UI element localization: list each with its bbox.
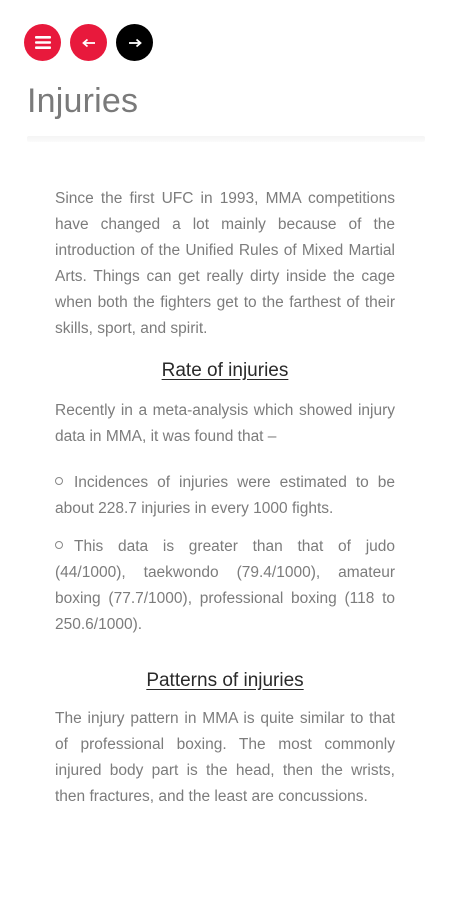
title-divider — [27, 136, 425, 142]
page-title: Injuries — [27, 82, 139, 120]
article-content — [55, 186, 395, 810]
top-nav — [24, 24, 153, 61]
forward-button[interactable] — [116, 24, 153, 61]
circle-bullet-icon — [55, 541, 63, 549]
hamburger-icon — [35, 36, 51, 49]
list-item-text: Incidences of injuries were estimated to be about 228.7 injuries in every 1000 fights. — [55, 474, 395, 517]
rate-list — [55, 470, 395, 638]
arrow-right-icon — [128, 38, 142, 48]
list-item-text: This data is greater than that of judo (44/1000), taekwondo (79.4/1000), amateur boxing (77.7/1000), professional boxing (118 to 250.6/1000). — [55, 538, 395, 633]
back-button[interactable] — [70, 24, 107, 61]
rate-intro-paragraph: Recently in a meta-analysis which showed injury data in MMA, it was found that – — [55, 402, 395, 445]
menu-button[interactable] — [24, 24, 61, 61]
intro-paragraph: Since the first UFC in 1993, MMA competitions have changed a lot mainly because of the introduction of the Unified Rules of Mixed Martial Arts. Things can get really dirty inside the cage when both the fighters get to the farthest of their skills, sport, and spirit. — [55, 190, 395, 337]
circle-bullet-icon — [55, 477, 63, 485]
arrow-left-icon — [82, 38, 96, 48]
patterns-paragraph: The injury pattern in MMA is quite similar to that of professional boxing. The most commonly injured body part is the head, then the wrists, then fractures, and the least are concussions. — [55, 710, 395, 805]
list-item — [55, 534, 395, 638]
rate-of-injuries-heading: Rate of injuries — [161, 360, 289, 381]
patterns-of-injuries-heading: Patterns of injuries — [146, 670, 304, 691]
list-item — [55, 470, 395, 522]
